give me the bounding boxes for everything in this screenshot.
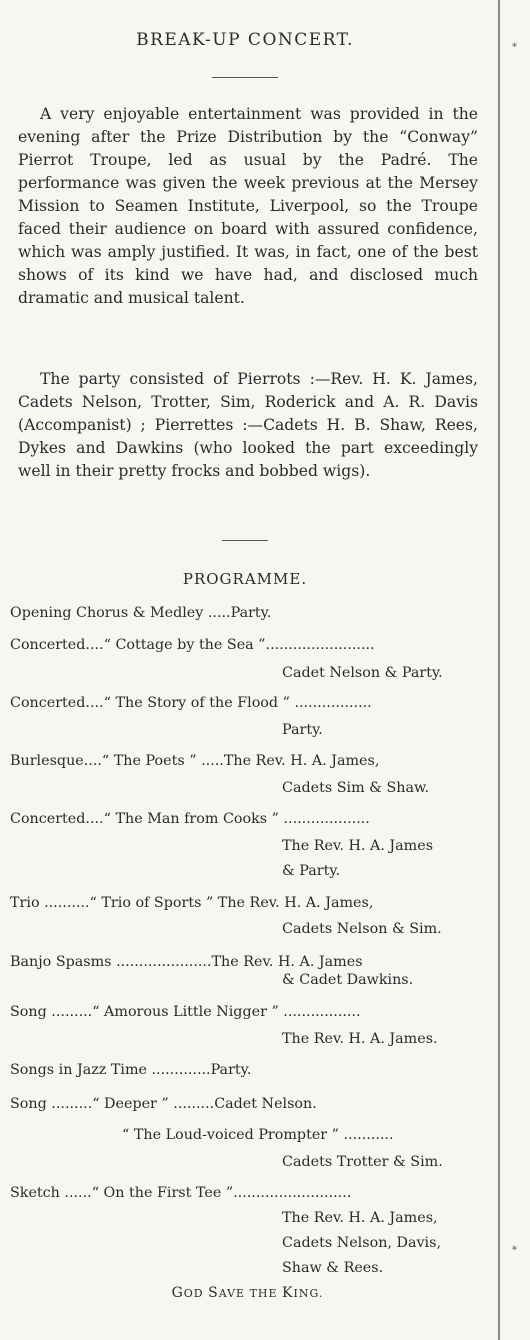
section-divider xyxy=(222,540,268,541)
gutter-mark: * xyxy=(512,1245,517,1256)
programme-line: Banjo Spasms .....................The Rev. H. A. James xyxy=(10,954,363,970)
programme-line: Cadets Nelson & Sim. xyxy=(282,921,442,937)
programme-line: “ The Loud-voiced Prompter ” ........... xyxy=(122,1127,394,1143)
title-divider xyxy=(212,77,278,78)
programme-line: Song .........“ Deeper ” .........Cadet Nelson. xyxy=(10,1096,317,1112)
programme-line: Party. xyxy=(282,722,323,738)
closing-line xyxy=(0,1285,495,1301)
programme-line: Concerted....“ Cottage by the Sea ”........................ xyxy=(10,637,375,653)
programme-line: Cadet Nelson & Party. xyxy=(282,665,443,681)
closing-initial-g: G xyxy=(171,1285,184,1301)
closing-initial-s: S xyxy=(208,1285,219,1301)
paragraph-1 xyxy=(18,103,478,310)
programme-line: Trio ..........“ Trio of Sports ” The Rev. H. A. James, xyxy=(10,895,374,911)
programme-line: Cadets Sim & Shaw. xyxy=(282,780,430,796)
programme-line: Concerted....“ The Story of the Flood ” ................. xyxy=(10,695,372,711)
programme-line: Opening Chorus & Medley .....Party. xyxy=(10,605,272,621)
programme-line: Sketch ......“ On the First Tee ”.......................... xyxy=(10,1185,352,1201)
programme-line: Songs in Jazz Time .............Party. xyxy=(10,1062,252,1078)
programme-line: Burlesque....“ The Poets ” .....The Rev. H. A. James, xyxy=(10,753,380,769)
programme-line: & Party. xyxy=(282,863,341,879)
programme-line: Song .........“ Amorous Little Nigger ” ................. xyxy=(10,1004,361,1020)
page-gutter-line xyxy=(498,0,500,1340)
programme-line: & Cadet Dawkins. xyxy=(282,972,414,988)
paragraph-2 xyxy=(18,368,478,483)
article-title: BREAK-UP CONCERT. xyxy=(136,30,354,50)
closing-part-1: OD xyxy=(183,1287,209,1300)
programme-line: The Rev. H. A. James. xyxy=(282,1031,438,1047)
programme-line: Concerted....“ The Man from Cooks ” ................... xyxy=(10,811,370,827)
programme-line: The Rev. H. A. James xyxy=(282,838,434,854)
closing-initial-k: K xyxy=(282,1285,294,1301)
closing-part-2: AVE THE xyxy=(218,1287,283,1300)
programme-line: Shaw & Rees. xyxy=(282,1260,384,1276)
paragraph-2-text: The party consisted of Pierrots :—Rev. H. K. James, Cadets Nelson, Trotter, Sim, Roderick and A. R. Davis (Accompanist) ; Pierrettes :—Cadets H. B. Shaw, Rees, Dykes and Dawkins (who looked the part exceedingly well in their pretty frocks and bobbed wigs). xyxy=(18,370,478,480)
programme-line: The Rev. H. A. James, xyxy=(282,1210,438,1226)
paragraph-1-text: A very enjoyable entertainment was provided in the evening after the Prize Distribution by the “Conway” Pierrot Troupe, led as usual by the Padré. The performance was given the week previous at the Mersey Mission to Seamen Institute, Liverpool, so the Troupe faced their audience on board with assured confidence, which was amply justified. It was, in fact, one of the best shows of its kind we have had, and disclosed much dramatic and musical talent. xyxy=(18,105,478,307)
programme-heading: PROGRAMME. xyxy=(182,570,308,588)
programme-line: Cadets Trotter & Sim. xyxy=(282,1154,443,1170)
closing-part-3: ING. xyxy=(293,1287,324,1300)
gutter-mark: * xyxy=(512,42,517,53)
programme-line: Cadets Nelson, Davis, xyxy=(282,1235,442,1251)
